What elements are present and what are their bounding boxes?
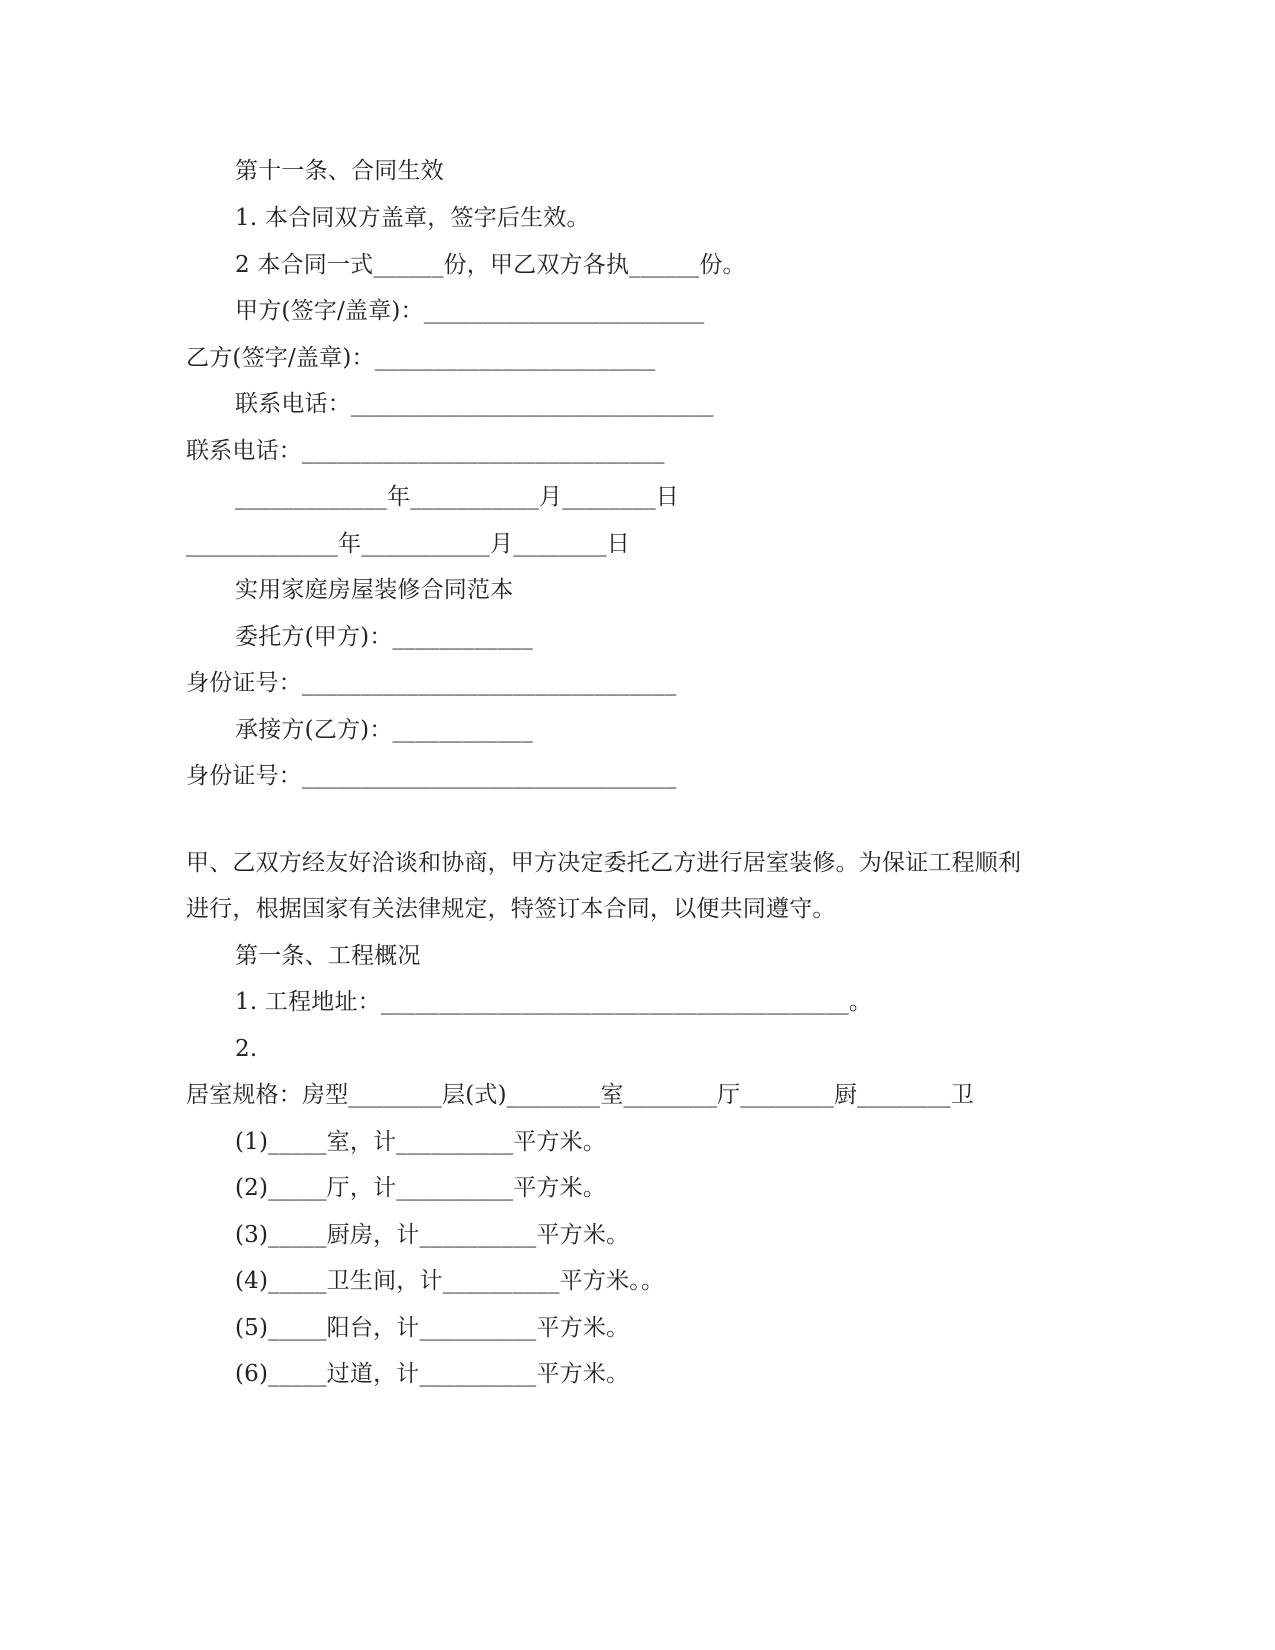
contractor-id-line: 身份证号：________________________________ xyxy=(186,763,677,789)
party-b-date-line: _____________年___________月________日 xyxy=(186,531,630,557)
party-b-phone-line: 联系电话：_______________________________ xyxy=(186,438,665,464)
room-area-line-3: (3)_____厨房，计__________平方米。 xyxy=(235,1222,630,1248)
room-area-line-4: (4)_____卫生间，计__________平方米。。 xyxy=(235,1268,665,1294)
article-11-item-2: 2 本合同一式______份，甲乙双方各执______份。 xyxy=(235,252,746,278)
room-area-line-1: (1)_____室，计__________平方米。 xyxy=(235,1129,607,1155)
article-11-item-1: 1. 本合同双方盖章，签字后生效。 xyxy=(235,205,590,231)
party-a-signature-line: 甲方(签字/盖章)：________________________ xyxy=(235,298,705,324)
contractor-party-line: 承接方(乙方)：____________ xyxy=(235,717,533,743)
item-2-number: 2. xyxy=(235,1036,258,1062)
article-11-heading: 第十一条、合同生效 xyxy=(235,158,444,184)
preamble-line-1: 甲、乙双方经友好洽谈和协商，甲方决定委托乙方进行居室装修。为保证工程顺利 xyxy=(186,850,1022,876)
room-specification-line: 居室规格：房型________层(式)________室________厅________厨________卫 xyxy=(186,1082,974,1108)
party-b-signature-line: 乙方(签字/盖章)：________________________ xyxy=(186,345,656,371)
room-area-line-6: (6)_____过道，计__________平方米。 xyxy=(235,1361,630,1387)
article-1-heading: 第一条、工程概况 xyxy=(235,943,421,969)
party-a-phone-line: 联系电话：_______________________________ xyxy=(235,391,714,417)
preamble-line-2: 进行，根据国家有关法律规定，特签订本合同，以便共同遵守。 xyxy=(186,896,836,922)
party-a-date-line: _____________年___________月________日 xyxy=(235,484,679,510)
room-area-line-5: (5)_____阳台，计__________平方米。 xyxy=(235,1315,630,1341)
client-id-line: 身份证号：________________________________ xyxy=(186,670,677,696)
client-party-line: 委托方(甲方)：____________ xyxy=(235,624,533,650)
room-area-line-2: (2)_____厅，计__________平方米。 xyxy=(235,1175,607,1201)
project-address-line: 1. 工程地址：________________________________________。 xyxy=(235,989,873,1015)
contract-title: 实用家庭房屋装修合同范本 xyxy=(235,577,514,603)
